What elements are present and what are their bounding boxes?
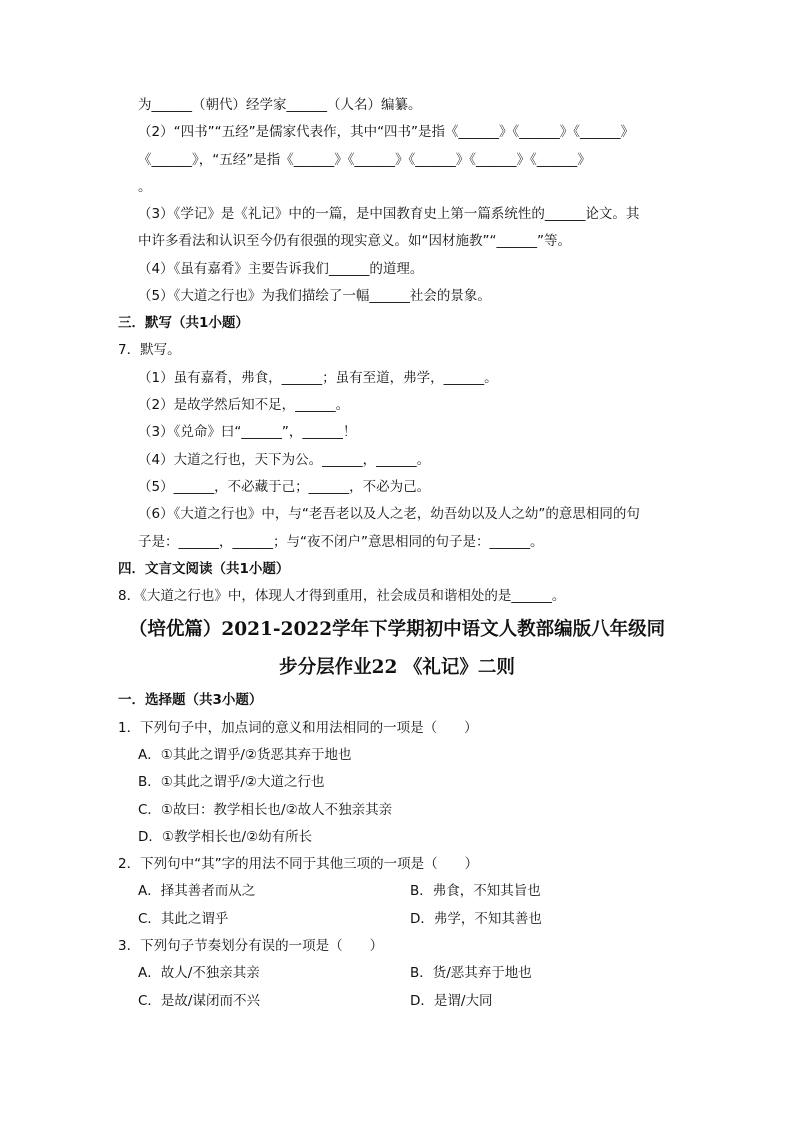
text-line: 1．下列句子中，加点词的意义和用法相同的一项是（ ） xyxy=(118,720,478,736)
text-line: （6）《大道之行也》中，与“老吾老以及人之老，幼吾幼以及人之幼”的意思相同的句 xyxy=(138,506,640,522)
text-line: B．①其此之谓乎/②大道之行也 xyxy=(138,774,325,790)
section-heading: 一．选择题（共3小题） xyxy=(118,692,263,708)
section-heading: 三．默写（共1小题） xyxy=(118,315,249,331)
text-line: C．是故/谋闭而不兴 xyxy=(138,993,260,1009)
text-line: A．①其此之谓乎/②货恶其弃于地也 xyxy=(138,747,352,763)
text-line: 。 xyxy=(138,179,152,195)
text-line: 7．默写。 xyxy=(118,342,181,358)
text-line: （5）《大道之行也》为我们描绘了一幅______社会的景象。 xyxy=(138,288,491,304)
text-line: （1）虽有嘉肴，弗食，______；虽有至道，弗学，______。 xyxy=(138,370,498,386)
text-line: 3．下列句子节奏划分有误的一项是（ ） xyxy=(118,938,384,954)
text-line: D．①教学相长也/②幼有所长 xyxy=(138,829,313,845)
text-line: C．其此之谓乎 xyxy=(138,911,229,927)
text-line: （2）“四书”“五经”是儒家代表作，其中“四书”是指《______》《______》《______》 xyxy=(138,124,635,140)
text-line: 《______》，“五经”是指《______》《______》《______》《______》《______》 xyxy=(138,152,591,168)
text-line: 中许多看法和认识至今仍有很强的现实意义。如“因材施教”“______”等。 xyxy=(138,233,571,249)
text-line: 2．下列句中“其”字的用法不同于其他三项的一项是（ ） xyxy=(118,856,479,872)
text-line: B．货/恶其弃于地也 xyxy=(410,965,532,981)
text-line: （5）______，不必藏于己；______，不必为己。 xyxy=(138,479,431,495)
text-line: D．弗学，不知其善也 xyxy=(410,911,542,927)
text-line: （2）是故学然后知不足，______。 xyxy=(138,397,350,413)
text-line: （4）《虽有嘉肴》主要告诉我们______的道理。 xyxy=(138,261,424,277)
text-line: （3）《学记》是《礼记》中的一篇，是中国教育史上第一篇系统性的______论文。其 xyxy=(138,206,640,222)
text-line: C．①故曰：教学相长也/②故人不独亲其亲 xyxy=(138,802,393,818)
text-line: 8．《大道之行也》中，体现人才得到重用，社会成员和谐相处的是______。 xyxy=(118,588,566,604)
text-line: D．是谓/大同 xyxy=(410,993,493,1009)
text-line: 子是：______，______；与“夜不闭户”意思相同的句子是：______。 xyxy=(138,534,544,550)
section-heading: 四．文言文阅读（共1小题） xyxy=(118,561,290,577)
text-line: B．弗食，不知其旨也 xyxy=(410,883,541,899)
text-line: A．故人/不独亲其亲 xyxy=(138,965,260,981)
text-line: （4）大道之行也，天下为公。______，______。 xyxy=(138,452,431,468)
text-line: （3）《兑命》曰“______”，______！ xyxy=(138,424,357,440)
document-title-line-2: 步分层作业22 《礼记》二则 xyxy=(279,657,515,678)
document-title-line-1: （培优篇）2021-2022学年下学期初中语文人教部编版八年级同 xyxy=(128,619,666,640)
text-line: 为______（朝代）经学家______（人名）编纂。 xyxy=(138,97,422,113)
text-line: A．择其善者而从之 xyxy=(138,883,256,899)
